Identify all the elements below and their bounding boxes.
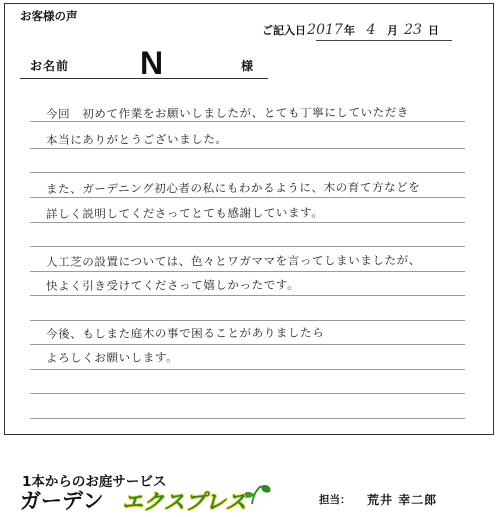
- message-line: 詳しく説明してくださってとても感謝しています。: [45, 205, 324, 221]
- date-year-unit: 年: [344, 24, 355, 37]
- customer-name: N: [140, 45, 164, 81]
- name-underline: [20, 78, 268, 79]
- staff-name: 荒井 幸二郎: [367, 493, 438, 507]
- message-line: 今回 初めて作業をお願いしましたが、とても丁寧にしていただき: [45, 105, 410, 121]
- ruled-line: [30, 295, 465, 296]
- form-title: お客様の声: [20, 9, 78, 23]
- logo-text-right: エクスプレス: [122, 490, 247, 514]
- staff-label: 担当：: [319, 494, 351, 506]
- date-label: ご記入日: [262, 24, 306, 37]
- ruled-line: [30, 197, 465, 198]
- date-day: 23: [404, 22, 422, 38]
- date-month-unit: 月: [387, 24, 398, 37]
- ruled-line: [30, 271, 465, 272]
- message-line: よろしくお願いします。: [45, 350, 179, 365]
- garden-express-logo: [18, 484, 293, 514]
- ruled-line: [30, 418, 465, 419]
- message-line: また、ガーデニング初心者の私にもわかるように、木の育て方などを: [45, 180, 421, 196]
- ruled-line: [30, 320, 465, 321]
- message-line: 人工芝の設置については、色々とワガママを言ってしまいましたが、: [45, 253, 421, 269]
- message-line: 快よく引き受けてくださって嬉しかったです。: [45, 277, 300, 293]
- ruled-line: [30, 222, 465, 223]
- ruled-line: [30, 344, 465, 345]
- ruled-line: [30, 369, 465, 370]
- message-line: 本当にありがとうございました。: [45, 132, 228, 147]
- ruled-line: [30, 246, 465, 247]
- date-underline: [316, 40, 452, 41]
- date-month: 4: [366, 22, 376, 38]
- date-year: 2017: [307, 22, 343, 38]
- ruled-line: [30, 393, 465, 394]
- honorific: 様: [241, 59, 254, 73]
- message-line: 今後、もしまた庭木の事で困ることがありましたら: [45, 325, 325, 341]
- logo-text-left: ガーデン: [20, 489, 104, 513]
- service-tagline: 1本からのお庭サービス: [22, 474, 167, 490]
- date-day-unit: 日: [428, 24, 439, 37]
- ruled-line: [30, 148, 465, 149]
- name-label: お名前: [30, 59, 70, 73]
- entry-date: [262, 22, 439, 38]
- ruled-line: [30, 172, 465, 173]
